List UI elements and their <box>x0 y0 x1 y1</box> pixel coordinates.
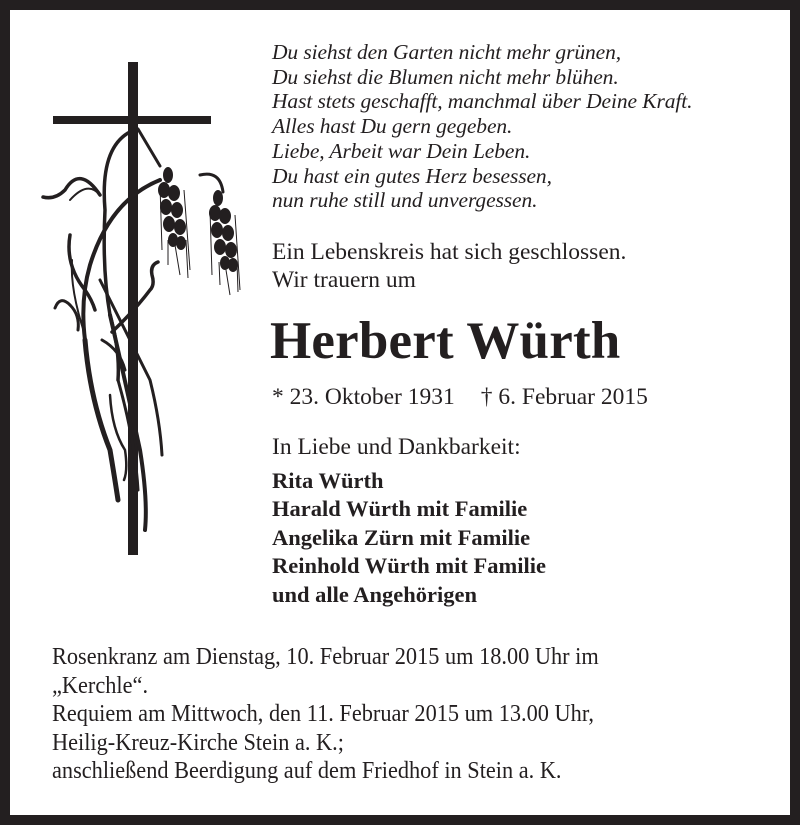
service-details <box>52 643 599 786</box>
mourner-name: und alle Angehörigen <box>272 581 478 607</box>
service-line: anschließend Beerdigung auf dem Friedhof in Stein a. K. <box>52 758 562 785</box>
poem-line: Alles hast Du gern gegeben. <box>272 114 513 139</box>
mourner-name: Reinhold Würth mit Familie <box>272 553 546 579</box>
service-line: „Kerchle“. <box>52 672 149 699</box>
death-date: † 6. Februar 2015 <box>480 384 648 410</box>
memorial-poem <box>272 40 692 213</box>
poem-line: Liebe, Arbeit war Dein Leben. <box>272 138 531 163</box>
intro-text <box>272 239 626 294</box>
mourner-name: Harald Würth mit Familie <box>272 496 528 522</box>
cross-with-wheat-icon <box>40 50 260 570</box>
intro-line-2: Wir trauern um <box>272 266 416 293</box>
life-dates <box>272 382 648 412</box>
intro-line-1: Ein Lebenskreis hat sich geschlossen. <box>272 239 627 265</box>
service-line: Heilig-Kreuz-Kirche Stein a. K.; <box>52 729 344 756</box>
mourners-list <box>272 467 546 609</box>
poem-line: Du siehst den Garten nicht mehr grünen, <box>272 40 622 64</box>
poem-line: nun ruhe still und unvergessen. <box>272 188 538 213</box>
service-line: Requiem am Mittwoch, den 11. Februar 2015 um 13.00 Uhr, <box>52 701 594 728</box>
mourner-name: Angelika Zürn mit Familie <box>272 524 531 550</box>
poem-line: Du siehst die Blumen nicht mehr blühen. <box>272 64 619 89</box>
birth-date: * 23. Oktober 1931 <box>272 384 455 410</box>
service-line: Rosenkranz am Dienstag, 10. Februar 2015 um 18.00 Uhr im <box>52 644 599 670</box>
mourner-name: Rita Würth <box>272 468 384 493</box>
poem-line: Hast stets geschafft, manchmal über Deine Kraft. <box>272 89 693 114</box>
deceased-name: Herbert Würth <box>270 312 621 370</box>
mourners-heading: In Liebe und Dankbarkeit: <box>272 434 521 460</box>
poem-line: Du hast ein gutes Herz besessen, <box>272 163 552 188</box>
